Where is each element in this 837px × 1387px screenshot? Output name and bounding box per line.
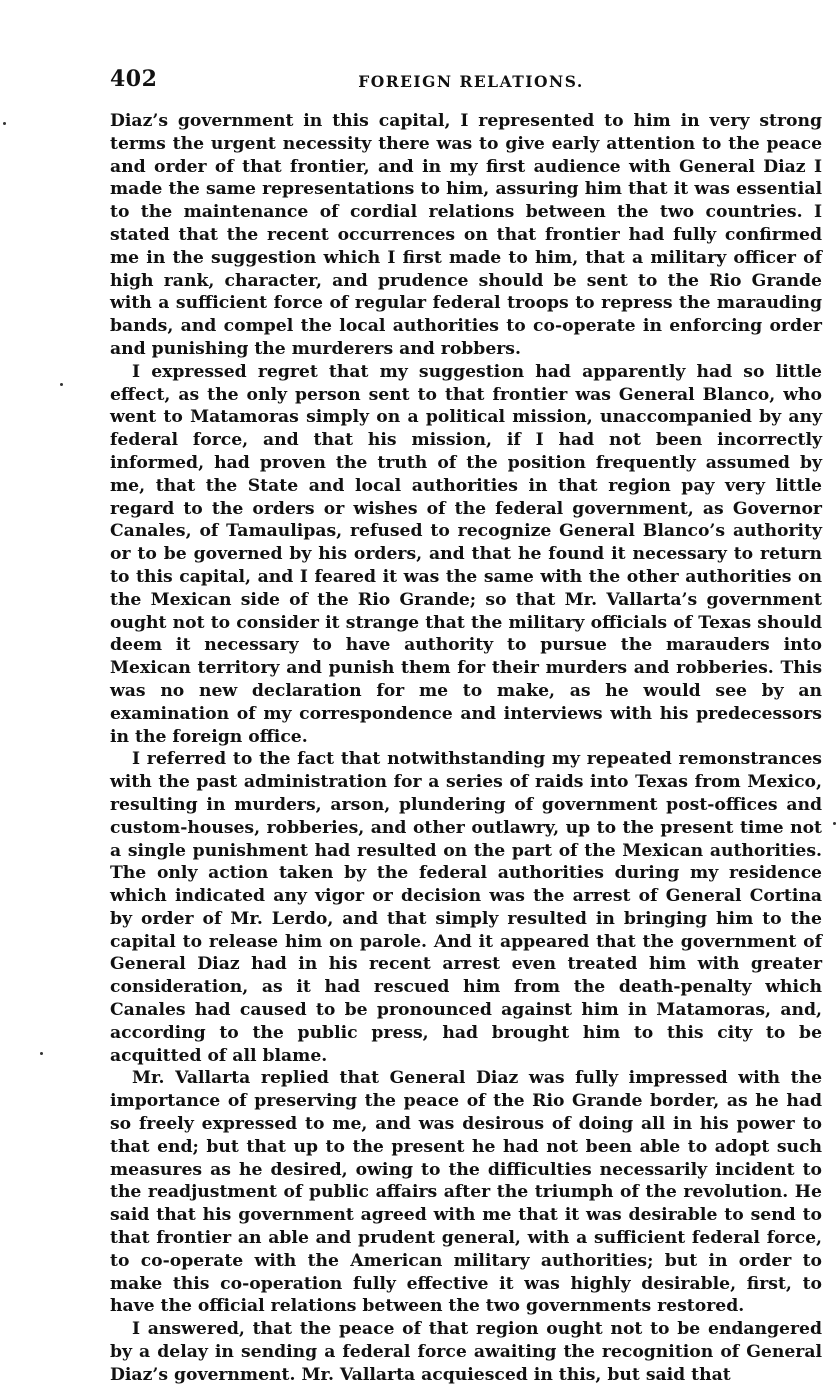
paragraph-3: I referred to the fact that notwithstanding my repeated remonstrances with the past administration for a series of raids into Texas from Mexico, resulting in murders, arson, plundering of government post-offices and custom-houses, robberies, and other outlawry, up to the present time not a single punishment had resulted on the part of the Mexican authorities. The only action taken by the federal authorities during my residence which indicated any vigor or decision was the arrest of General Cortina by order of Mr. Lerdo, and that simply resulted in bringing him to the capital to release him on parole. And it appeared that the government of General Diaz had in his recent arrest even treated him with greater consideration, as it had rescued him from the death-penalty which Canales had caused to be pronounced against him in Matamoras, and, according to the public press, had brought him to this city to be acquitted of all blame. [110, 749, 822, 1066]
page-number: 402 [110, 66, 158, 92]
margin-speck [833, 822, 836, 825]
document-page [110, 66, 822, 1387]
paragraph-4: Mr. Vallarta replied that General Diaz was fully impressed with the importance of preserving the peace of the Rio Grande border, as he had so freely expressed to me, and was desirous of doing all in his power to that end; but that up to the present he had not been able to adopt such measures as he desired, owing to the difficulties necessarily incident to the readjustment of public affairs after the triumph of the revolution. He said that his government agreed with me that it was desirable to send to that frontier an able and prudent general, with a sufficient federal force, to co-operate with the American military authorities; but in order to make this co-operation fully effective it was highly desirable, first, to have the official relations between the two governments restored. [110, 1068, 822, 1317]
margin-speck [3, 122, 6, 125]
paragraph-1: Diaz’s government in this capital, I represented to him in very strong terms the urgent necessity there was to give early attention to the peace and order of that frontier, and in my first audience with General Diaz I made the same representations to him, assuring him that it was essential to the maintenance of cordial relations between the two countries. I stated that the recent occurrences on that frontier had fully confirmed me in the suggestion which I first made to him, that a military officer of high rank, character, and prudence should be sent to the Rio Grande with a sufficient force of regular federal troops to repress the marauding bands, and compel the local authorities to co-operate in enforcing order and punishing the murderers and robbers. [110, 111, 822, 359]
margin-speck [40, 1052, 43, 1055]
running-header [110, 66, 822, 100]
running-title: FOREIGN RELATIONS. [358, 72, 584, 91]
body-text [110, 110, 822, 1387]
margin-speck [60, 383, 63, 386]
paragraph-5: I answered, that the peace of that region ought not to be endangered by a delay in sending a federal force awaiting the recognition of General Diaz’s government. Mr. Vallarta acquiesced in this, but said that [110, 1319, 822, 1385]
paragraph-2: I expressed regret that my suggestion had apparently had so little effect, as the only person sent to that frontier was General Blanco, who went to Matamoras simply on a political mission, unaccompanied by any federal force, and that his mission, if I had not been incorrectly informed, had proven the truth of the position frequently assumed by me, that the State and local authorities in that region pay very little regard to the orders or wishes of the federal government, as Governor Canales, of Tamaulipas, refused to recognize General Blanco’s authority or to be governed by his orders, and that he found it necessary to return to this capital, and I feared it was the same with the other authorities on the Mexican side of the Rio Grande; so that Mr. Vallarta’s government ought not to consider it strange that the military officials of Texas should deem it necessary to have authority to pursue the marauders into Mexican territory and punish them for their murders and robberies. This was no new declaration for me to make, as he would see by an examination of my correspondence and interviews with his predecessors in the foreign office. [110, 361, 822, 747]
